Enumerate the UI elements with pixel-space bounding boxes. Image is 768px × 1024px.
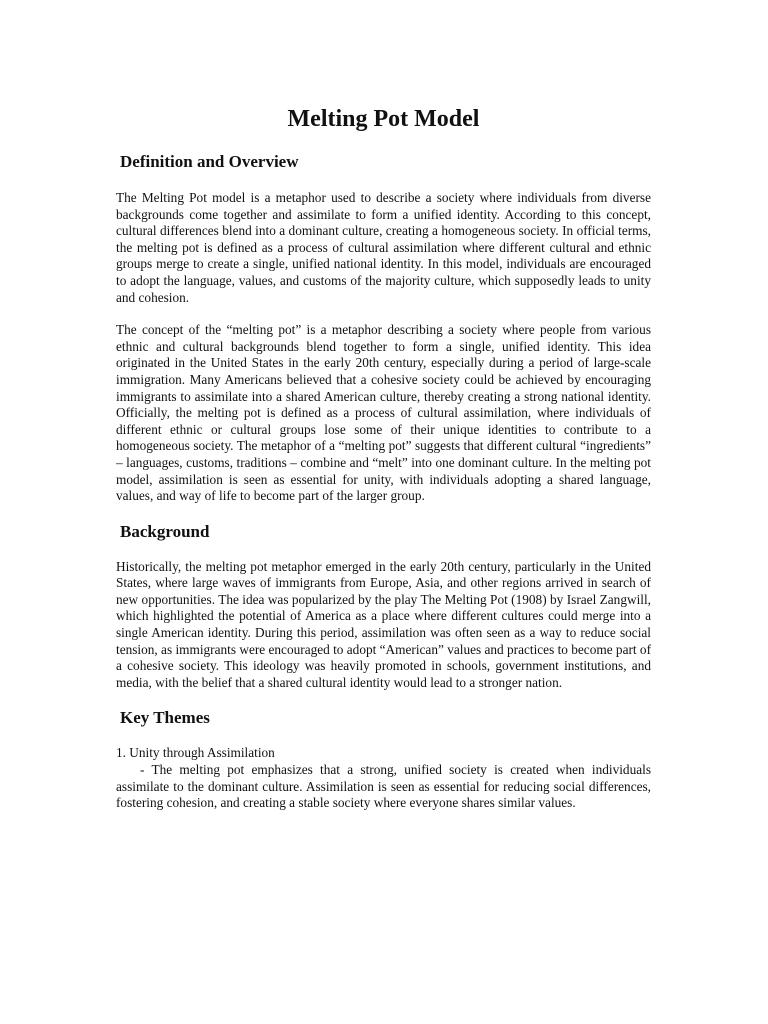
paragraph-definition-1: The Melting Pot model is a metaphor used to describe a society where individuals from diverse backgrounds come together and assimilate to form a unified identity. According to this concept, cultural differences blend into a dominant culture, creating a homogeneous society. In official terms, the melting pot is defined as a process of cultural assimilation where different cultural and ethnic groups merge to create a single, unified national identity. In this model, individuals are encouraged to adopt the language, values, and customs of the majority culture, which supposedly leads to unity and cohesion. [116,190,651,305]
key-theme-title: 1. Unity through Assimilation [116,745,275,761]
page-title: Melting Pot Model [287,106,480,132]
document-page [116,0,651,812]
section-heading-key-themes: Key Themes [120,708,210,728]
paragraph-definition-2: The concept of the “melting pot” is a metaphor describing a society where people from various ethnic and cultural backgrounds blend together to form a single, unified identity. This idea originated in the United States in the early 20th century, especially during a period of large-scale immigration. Many Americans believed that a cohesive society could be achieved by encouraging immigrants to assimilate into a shared American culture, thereby creating a strong national identity. Officially, the melting pot is defined as a process of cultural assimilation, where individuals of different ethnic or cultural groups lose some of their unique identities to contribute to a homogeneous society. The metaphor of a “melting pot” suggests that different cultural “ingredients” – languages, customs, traditions – combine and “melt” into one dominant culture. In the melting pot model, assimilation is seen as essential for unity, with individuals adopting a shared language, values, and way of life to become part of the larger group. [116,322,651,504]
paragraph-background-1: Historically, the melting pot metaphor emerged in the early 20th century, particularly in the United States, where large waves of immigrants from Europe, Asia, and other regions arrived in search of new opportunities. The idea was popularized by the play The Melting Pot (1908) by Israel Zangwill, which highlighted the potential of America as a place where different cultures could merge into a single American identity. During this period, assimilation was often seen as a way to reduce social tension, as immigrants were encouraged to adopt “American” values and practices to become part of a cohesive society. This ideology was heavily promoted in schools, government institutions, and media, with the belief that a shared cultural identity would lead to a stronger nation. [116,558,651,690]
key-theme-body: - The melting pot emphasizes that a strong, unified society is created when individuals assimilate to the dominant culture. Assimilation is seen as essential for reducing social differences, fostering cohesion, and creating a stable society where everyone shares similar values. [116,762,651,811]
section-heading-definition: Definition and Overview [120,152,299,171]
section-heading-background: Background [120,521,210,541]
